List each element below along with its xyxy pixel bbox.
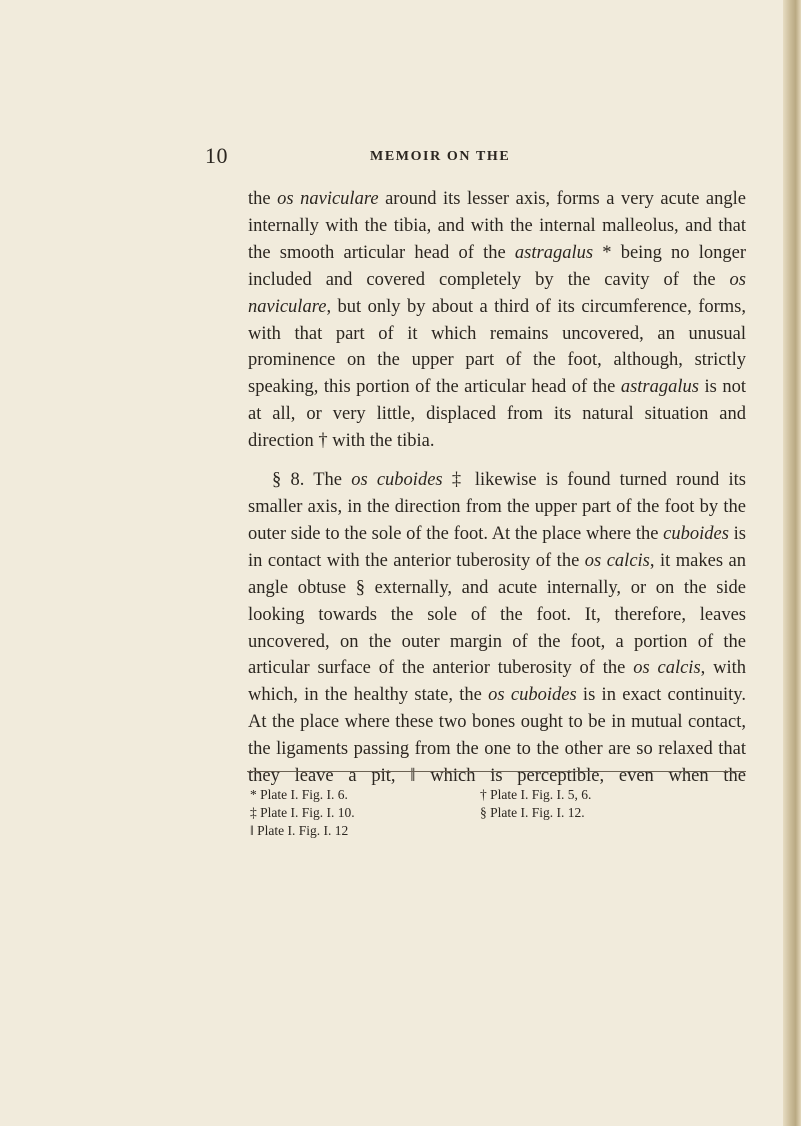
footnote: ‡ Plate I. Fig. I. 10. (250, 805, 355, 820)
text-run: , with which, in the healthy state, the (248, 658, 747, 706)
italic-term: os calcis (633, 658, 701, 679)
italic-term: os naviculare (248, 269, 746, 317)
page-number: 10 (205, 143, 228, 168)
text-run: ‡ likewise is found turned round its smaller axis, in the direction from the upper part of the foot by the outer side to the sole of the foot. At the place where the (248, 470, 746, 544)
page-edge (783, 0, 801, 1126)
italic-term: os calcis (584, 550, 650, 571)
footnote: † Plate I. Fig. I. 5, 6. (480, 787, 592, 802)
text-run: is in contact with the anterior tuberosity of the (248, 523, 746, 571)
footnote: * Plate I. Fig. I. 6. (250, 787, 348, 802)
text-run: is in exact continuity. At the place where these two bones ought to be in mutual contact, the ligaments passing from the one to the other are so relaxed that they leave a pit, ‖ which is perceptible, even when the (248, 685, 746, 787)
page-header (205, 143, 745, 169)
footnotes-left-column (250, 786, 355, 840)
running-head: MEMOIR ON THE (370, 149, 511, 164)
text-run: * being no longer included and covered completely by the cavity of the (248, 242, 746, 290)
text-run: , but only by about a third of its circumference, forms, with that part of it which remains uncovered, an unusual prominence on the upper part of the foot, although, strictly speaking, this portion of the articular head of the (248, 296, 746, 398)
footnote: ‖ Plate I. Fig. I. 12 (250, 823, 349, 838)
footnote-rule (247, 771, 746, 772)
italic-term: os cuboides (351, 470, 443, 491)
italic-term: astragalus (620, 377, 699, 398)
text-run: § 8. The (272, 470, 352, 491)
italic-term: os naviculare (277, 189, 379, 209)
text-run: around its lesser axis, forms a very acute angle internally with the tibia, and with the internal malleolus, and that the smooth articular head of the (248, 189, 746, 263)
italic-term: cuboides (663, 523, 729, 544)
footnotes-right-column (480, 786, 591, 822)
text-run: the (248, 189, 278, 209)
paragraph (248, 467, 746, 790)
paragraph (248, 186, 746, 455)
italic-term: astragalus (514, 242, 594, 263)
text-run: is not at all, or very little, displaced from its natural situation and direction † with the tibia. (248, 377, 746, 452)
footnote: § Plate I. Fig. I. 12. (480, 805, 585, 820)
body-text (248, 186, 746, 790)
text-run: , it makes an angle obtuse § externally, and acute internally, or on the side looking towards the sole of the foot. It, therefore, leaves uncovered, on the outer margin of the foot, a portion of the articular surface of the anterior tuberosity of the (248, 550, 746, 679)
italic-term: os cuboides (488, 685, 577, 706)
